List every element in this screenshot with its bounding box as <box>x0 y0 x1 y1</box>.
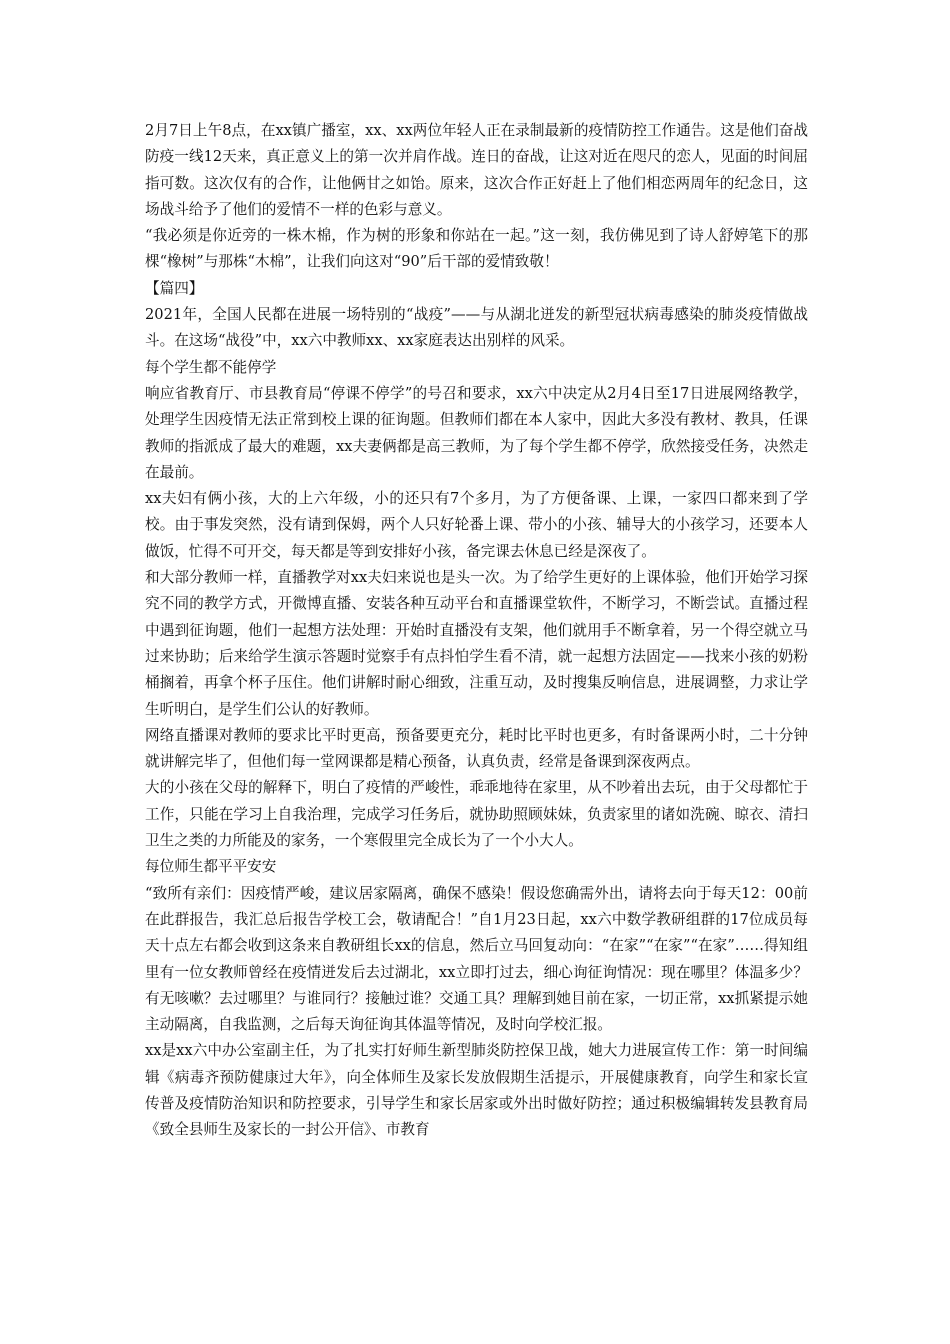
document-page <box>145 118 808 1144</box>
paragraph: “我必须是你近旁的一株木棉，作为树的形象和你站在一起。”这一刻，我仿佛见到了诗人舒婷笔下的那棵“橡树”与那株“木棉”，让我们向这对“90”后干部的爱情致敬！ <box>145 227 808 271</box>
paragraph: xx夫妇有俩小孩，大的上六年级，小的还只有7个多月，为了方便备课、上课，一家四口都来到了学校。由于事发突然，没有请到保姆，两个人只好轮番上课、带小的小孩、辅导大的小孩学习，还要本人做饭，忙得不可开交，每天都是等到安排好小孩，备完课去休息已经是深夜了。 <box>145 490 808 560</box>
paragraph: “致所有亲们：因疫情严峻，建议居家隔离，确保不感染！假设您确需外出，请将去向于每天12：00前在此群报告，我汇总后报告学校工会，敬请配合！”自1月23日起，xx六中数学教研组群的17位成员每天十点左右都会收到这条来自教研组长xx的信息，然后立马回复动向：“在家”“在家”“在家”……得知组里有一位女教师曾经在疫情迸发后去过湖北，xx立即打过去，细心询征询情况：现在哪里？体温多少？有无咳嗽？去过哪里？与谁同行？接触过谁？交通工具？理解到她目前在家，一切正常，xx抓紧提示她主动隔离，自我监测，之后每天询征询其体温等情况，及时向学校汇报。 <box>145 884 808 1034</box>
section-heading: 【篇四】 <box>145 279 204 297</box>
paragraph: 网络直播课对教师的要求比平时更高，预备要更充分，耗时比平时也更多，有时备课两小时，二十分钟就讲解完毕了，但他们每一堂网课都是精心预备，认真负责，经常是备课到深夜两点。 <box>145 726 808 771</box>
paragraph: xx是xx六中办公室副主任，为了扎实打好师生新型肺炎防控保卫战，她大力进展宣传工作：第一时间编辑《病毒齐预防健康过大年》，向全体师生及家长发放假期生活提示，开展健康教育，向学生和家长宣传普及疫情防治知识和防控要求，引导学生和家长居家或外出时做好防控；通过积极编辑转发县教育局《致全县师生及家长的一封公开信》、市教育 <box>145 1042 808 1139</box>
subsection-heading: 每个学生都不能停学 <box>145 358 277 376</box>
paragraph: 2021年，全国人民都在进展一场特别的“战疫”——与从湖北迸发的新型冠状病毒感染的肺炎疫情做战斗。在这场“战役”中，xx六中教师xx、xx家庭表达出别样的风采。 <box>145 306 808 350</box>
paragraph: 响应省教育厅、市县教育局“停课不停学”的号召和要求，xx六中决定从2月4日至17日进展网络教学，处理学生因疫情无法正常到校上课的征询题。但教师们都在本人家中，因此大多没有教材、教具，任课教师的指派成了最大的难题，xx夫妻俩都是高三教师，为了每个学生都不停学，欣然接受任务，决然走在最前。 <box>145 384 808 481</box>
paragraph: 和大部分教师一样，直播教学对xx夫妇来说也是头一次。为了给学生更好的上课体验，他们开始学习探究不同的教学方式，开微博直播、安装各种互动平台和直播课堂软件，不断学习，不断尝试。直播过程中遇到征询题，他们一起想方法处理：开始时直播没有支架，他们就用手不断拿着，另一个得空就立马过来协助；后来给学生演示答题时觉察手有点抖怕学生看不清，就一起想方法固定——找来小孩的奶粉桶搁着，再拿个杯子压住。他们讲解时耐心细致，注重互动，及时搜集反响信息，进展调整，力求让学生听明白，是学生们公认的好教师。 <box>145 569 808 718</box>
paragraph: 大的小孩在父母的解释下，明白了疫情的严峻性，乖乖地待在家里，从不吵着出去玩，由于父母都忙于工作，只能在学习上自我治理，完成学习任务后，就协助照顾妹妹，负责家里的诸如洗碗、晾衣、清扫卫生之类的力所能及的家务，一个寒假里完全成长为了一个小大人。 <box>145 779 808 850</box>
paragraph: 2月7日上午8点，在xx镇广播室，xx、xx两位年轻人正在录制最新的疫情防控工作通告。这是他们奋战防疫一线12天来，真正意义上的第一次并肩作战。连日的奋战，让这对近在咫尺的恋人，见面的时间屈指可数。这次仅有的合作，让他俩甘之如饴。原来，这次合作正好赶上了他们相恋两周年的纪念日，这场战斗给予了他们的爱情不一样的色彩与意义。 <box>145 122 808 218</box>
subsection-heading: 每位师生都平平安安 <box>145 858 277 876</box>
